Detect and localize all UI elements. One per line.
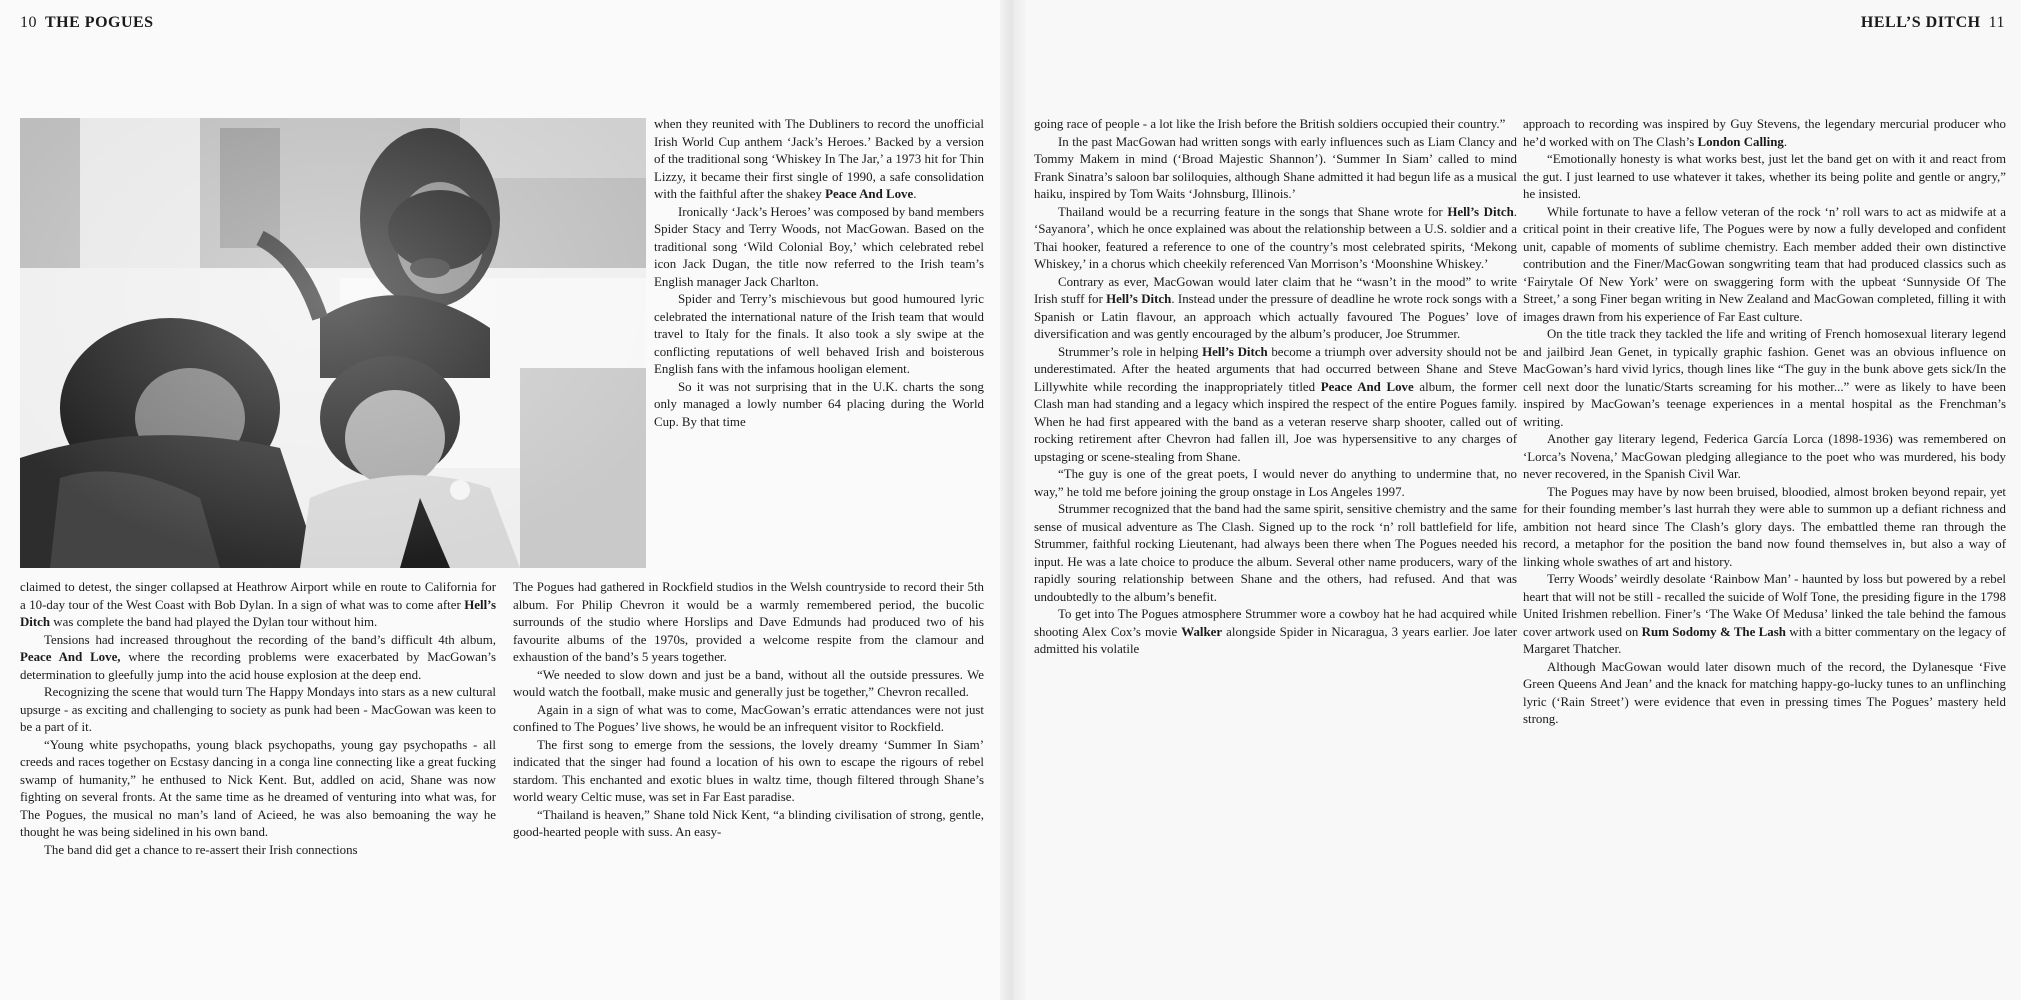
text-run: The Pogues may have by now been bruised, bloodied, almost broken beyond repair, yet for their founding member’s last hurrah they were able to summon up a defiant richness and ambition not heard since The Clash’s glory days. The embattled theme ran through the record, a metaphor for the position the band now found themselves in, but also a way of linking whole swathes of art and history. — [1523, 484, 2006, 569]
bold-title: Rum Sodomy & The Lash — [1641, 624, 1786, 639]
text-run: become a triumph over adversity should not be underestimated. After the heated arguments that had occurred between Shane and Steve Lillywhite while recording the inappropriately titled — [1034, 344, 1517, 394]
text-run: with a bitter commentary on the legacy of Margaret Thatcher. — [1523, 624, 2006, 656]
paragraph — [654, 116, 984, 204]
text-run: “We needed to slow down and just be a band, without all the outside pressures. We would watch the football, make music and generally just be together,” Chevron recalled. — [513, 667, 984, 699]
right-running-title: HELL’S DITCH — [1860, 14, 1981, 31]
text-run: Another gay literary legend, Federica García Lorca (1898-1936) was remembered on ‘Lorca’s Novena,’ MacGowan pledging allegiance to the poet who was murdered, his body never recovered, in the Spanish Civil War. — [1523, 432, 2006, 481]
text-run: alongside Spider in Nicaragua, 3 years earlier. Joe later admitted his volatile — [1034, 624, 1518, 656]
text-run: Ironically ‘Jack’s Heroes’ was composed by band members Spider Stacy and Terry Woods, not MacGowan. Based on the traditional song ‘Wild Colonial Boy,’ which celebrated rebel icon Jack Dugan, the title now referred to the Irish team’s English manager Jack Charlton. — [654, 204, 984, 289]
left-column-b-top — [654, 116, 984, 431]
paragraph — [1523, 659, 2006, 729]
bold-title: Hell’s Ditch — [1447, 204, 1514, 219]
text-run: So it was not surprising that in the U.K. charts the song only managed a lowly number 64 placing during the World Cup. By that time — [654, 379, 984, 429]
paragraph — [513, 702, 984, 737]
text-run: album, the former Clash man had standing and a legacy which inspired the respect of the entire Pogues family. When he had first appeared with the band as a veteran reserve sharp shooter, called out of rocking retirement after Chevron had fallen ill, Joe was hypersensitive to any charges of upstaging or scene-stealing from Shane. — [1034, 379, 1518, 464]
paragraph — [1034, 204, 1517, 274]
text-run: Again in a sign of what was to come, MacGowan’s erratic attendances were not just confined to The Pogues’ live shows, he would be an infrequent visitor to Rockfield. — [513, 702, 984, 734]
text-run: The Pogues had gathered in Rockfield studios in the Welsh countryside to record their 5th album. For Philip Chevron it would be a warmly remembered period, the bucolic surrounds of the studio where Horslips and Dave Edmunds had produced two of his favourite albums of the 1970s, provided a welcome respite from the clamour and exhaustion of the band’s 5 years together. — [513, 580, 984, 664]
left-page-number: 10 — [20, 14, 37, 31]
paragraph — [20, 632, 496, 685]
right-column-d — [1523, 116, 2006, 729]
text-run: Although MacGowan would later disown much of the record, the Dylanesque ‘Five Green Queens And Jean’ and the knack for matching happy-go-lucky tunes to an unflinching lyric (‘Rain Street’) were evidence that even in pressing times The Pogues’ mastery held strong. — [1523, 659, 2006, 726]
bold-title: Hell’s Ditch — [1106, 292, 1172, 306]
text-run: “Emotionally honesty is what works best, just let the band get on with it and react from the gut. I just learned to use whatever it takes, whether its being polite and gentle or angry,” he insisted. — [1523, 152, 2006, 201]
right-page-number: 11 — [1988, 14, 2005, 31]
text-run: . Instead under the pressure of deadline he wrote rock songs with a Spanish or Latin flavour, an approach which actually favoured The Pogues’ love of diversification and was gently encouraged by the album’s producer, Joe Strummer. — [1034, 292, 1517, 341]
paragraph — [513, 667, 984, 702]
paragraph — [654, 379, 984, 432]
book-gutter — [1000, 0, 1026, 1000]
right-column-c — [1034, 116, 1517, 659]
left-running-head — [20, 14, 154, 32]
text-run: “Thailand is heaven,” Shane told Nick Kent, “a blinding civilisation of strong, gentle, good-hearted people with suss. An easy- — [513, 807, 984, 839]
paragraph — [1034, 274, 1517, 344]
bold-title: Hell’s Ditch — [1202, 344, 1268, 359]
right-page — [1010, 0, 2021, 1000]
text-run: approach to recording was inspired by Guy Stevens, the legendary mercurial producer who he’d worked with on The Clash’s — [1523, 117, 2006, 149]
text-run: Recognizing the scene that would turn The Happy Mondays into stars as a new cultural upsurge - as exciting and challenging to society as punk had been - MacGowan was keen to be a part of it. — [20, 685, 496, 734]
paragraph — [1034, 466, 1517, 501]
text-run: The first song to emerge from the sessions, the lovely dreamy ‘Summer In Siam’ indicated that the singer had found a location of his own to escape the rigours of rebel stardom. This enchanted and exotic blues in waltz time, though filtered through Shane’s world weary Celtic muse, was set in Far East paradise. — [513, 737, 984, 804]
paragraph — [654, 204, 984, 292]
bold-title: Peace And Love — [1320, 379, 1414, 394]
left-page — [0, 0, 1010, 1000]
text-run: Terry Woods’ weirdly desolate ‘Rainbow Man’ - haunted by loss but powered by a rebel heart that will not be still - recalled the suicide of Wolf Tone, the presiding figure in the 1798 United Irishmen rebellion. Finer’s ‘The Wake Of Medusa’ linked the tale behind the famous cover artwork used on — [1523, 572, 2006, 639]
left-column-b-bottom — [513, 579, 984, 842]
text-run: was complete the band had played the Dylan tour without him. — [50, 615, 378, 629]
band-photo — [20, 118, 646, 568]
text-run: Tensions had increased throughout the recording of the band’s difficult 4th album, — [44, 632, 496, 647]
text-run: Strummer’s role in helping — [1058, 344, 1203, 359]
paragraph — [1523, 116, 2006, 151]
text-run: Spider and Terry’s mischievous but good humoured lyric celebrated the international nature of the Irish team that would travel to Italy for the finals. It also took a sly swipe at the conflicting reputations of well behaved Irish and boisterous English fans with the infamous hooligan element. — [654, 292, 984, 376]
paragraph — [20, 737, 496, 842]
text-run: Strummer recognized that the band had the same spirit, sensitive chemistry and the same sense of musical adventure as The Clash. Signed up to the rock ‘n’ roll battlefield for life, Strummer, faithful rocking Lieutenant, had always been there when The Pogues needed his input. He was a late choice to produce the album. Several other name producers, wary of the rapidly souring relationship between Shane and the others, had refused. And that was undoubtedly to the album’s benefit. — [1034, 502, 1517, 604]
paragraph — [654, 291, 984, 379]
text-run: . — [913, 187, 917, 201]
text-run: The band did get a chance to re-assert their Irish connections — [44, 842, 358, 857]
text-run: Contrary as ever, MacGowan would later claim that he “wasn’t in the mood” to write Irish stuff for — [1034, 274, 1517, 306]
text-run: . ‘Sayanora’, which he once explained was about the relationship between a U.S. soldier and a Thai hooker, featured a reference to one of the country’s most celebrated spirits, ‘Mekong Whiskey,’ in a chorus which cheekily referenced Van Morrison’s ‘Moonshine Whiskey.’ — [1034, 204, 1517, 271]
text-run: On the title track they tackled the life and writing of French homosexual literary legend and jailbird Jean Genet, in typically graphic fashion. Genet was an obvious influence on MacGowan’s hard vivid lyrics, though lines like “The guy in the bunk above gets sick/In the cell next door the lunatic/Starts screaming for his mother...” were as likely to have been inspired by MacGowan’s teenage experiences in a mental hospital as the Frenchman’s writing. — [1523, 327, 2006, 429]
paragraph — [513, 737, 984, 807]
paragraph — [513, 579, 984, 667]
paragraph — [20, 842, 496, 860]
text-run: claimed to detest, the singer collapsed at Heathrow Airport while en route to California for a 10-day tour of the West Coast with Bob Dylan. In a sign of what was to come after — [20, 580, 496, 612]
paragraph — [1034, 606, 1517, 659]
paragraph — [1523, 484, 2006, 572]
text-run: where the recording problems were exacerbated by MacGowan’s determination to gleefully jump into the acid house explosion at the deep end. — [20, 650, 496, 682]
text-run: going race of people - a lot like the Irish before the British soldiers occupied their country.” — [1034, 117, 1506, 131]
paragraph — [1523, 571, 2006, 659]
text-run: when they reunited with The Dubliners to record the unofficial Irish World Cup anthem ‘Jack’s Heroes.’ Backed by a version of the traditional song ‘Whiskey In The Jar,’ a 1973 hit for Thin Lizzy, it became their first single of 1990, a safe consolidation with the faithful after the shakey — [654, 117, 984, 201]
bold-title: Hell’s Ditch — [20, 597, 496, 629]
bold-title: Peace And Love, — [20, 650, 121, 664]
paragraph — [1034, 116, 1517, 134]
bold-title: London Calling — [1697, 134, 1784, 149]
bold-title: Walker — [1181, 624, 1223, 639]
paragraph — [1523, 326, 2006, 431]
paragraph — [1523, 431, 2006, 484]
text-run: “The guy is one of the great poets, I would never do anything to undermine that, no way,” he told me before joining the group onstage in Los Angeles 1997. — [1034, 467, 1517, 499]
text-run: In the past MacGowan had written songs with early influences such as Liam Clancy and Tommy Makem in mind (‘Broad Majestic Shannon’). ‘Summer In Siam’ called to mind Frank Sinatra’s saloon bar soliloquies, although Shane admitted it had begun life as a musical haiku, inspired by Tom Waits ‘Johnsburg, Illinois.’ — [1034, 134, 1517, 201]
paragraph — [1034, 134, 1517, 204]
bold-title: Peace And Love — [825, 187, 914, 201]
paragraph — [20, 684, 496, 737]
left-column-a — [20, 579, 496, 859]
paragraph — [1523, 151, 2006, 204]
text-run: “Young white psychopaths, young black psychopaths, young gay psychopaths - all creeds and races together on Ecstasy dancing in a conga line connecting like a great fucking swamp of humanity,” he enthused to Nick Kent. But, addled on acid, Shane was now fighting on several fronts. At the same time as he dreamed of venturing into what was, for The Pogues, the musical no man’s land of Acieed, he was also bemoaning the way he thought he was being sidelined in his own band. — [20, 737, 496, 839]
paragraph — [1034, 344, 1517, 467]
paragraph — [513, 807, 984, 842]
paragraph — [1523, 204, 2006, 327]
text-run: To get into The Pogues atmosphere Strummer wore a cowboy hat he had acquired while shooting Alex Cox’s movie — [1034, 607, 1517, 639]
paragraph — [1034, 501, 1517, 606]
text-run: While fortunate to have a fellow veteran of the rock ‘n’ roll wars to act as midwife at a critical point in their creative life, The Pogues were by now a fully developed and confident unit, capable of moments of sublime chemistry. Each member added their own distinctive contribution and the Finer/MacGowan songwriting team that had produced classics such as ‘Fairytale Of New York’ were on swaggering form with the upbeat ‘Sunnyside Of The Street,’ a song Finer began writing in New Zealand and MacGowan completed, filling it with images drawn from his experience of Far East culture. — [1523, 204, 2006, 324]
left-running-title: THE POGUES — [45, 14, 154, 31]
text-run: Thailand would be a recurring feature in the songs that Shane wrote for — [1058, 204, 1448, 219]
text-run: . — [1783, 134, 1788, 149]
paragraph — [20, 579, 496, 632]
right-running-head — [1861, 14, 2005, 32]
